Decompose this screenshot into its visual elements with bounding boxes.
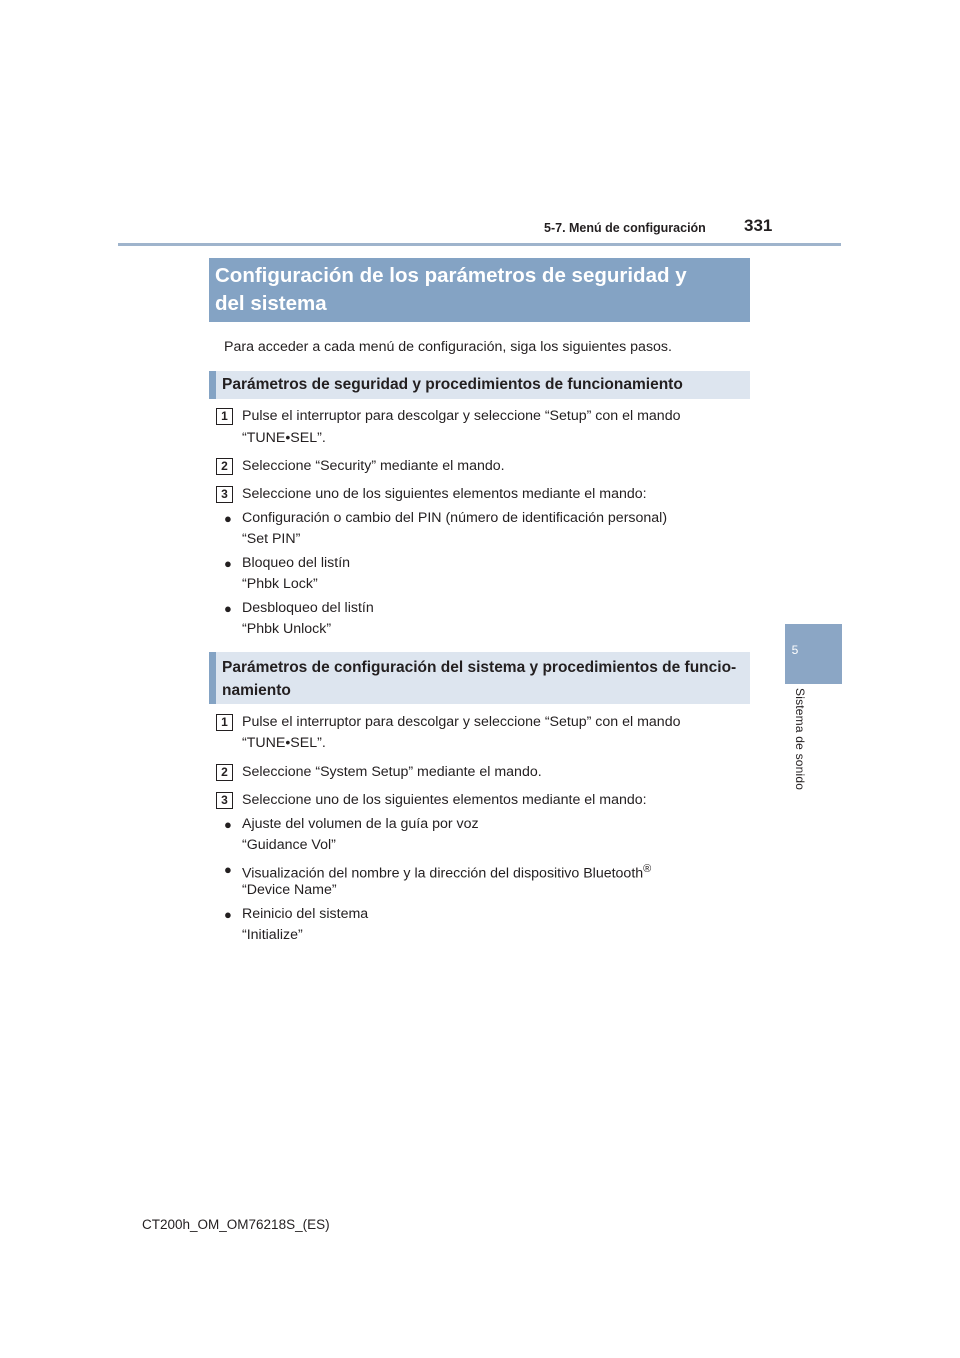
- step-text: Seleccione uno de los siguientes elementos mediante el mando:: [242, 486, 647, 502]
- system-heading-line-1: Parámetros de configuración del sistema y procedimientos de funcio-: [222, 659, 737, 676]
- bullet-icon: ●: [224, 556, 232, 571]
- section-title: [215, 262, 735, 318]
- step-number: 1: [216, 408, 233, 425]
- item-label: Reinicio del sistema: [242, 906, 369, 922]
- item-option: “Device Name”: [242, 882, 337, 898]
- step-number: 3: [216, 486, 233, 503]
- bullet-icon: ●: [224, 601, 232, 616]
- step-text: Seleccione “System Setup” mediante el mando.: [242, 764, 542, 780]
- item-option: “Initialize”: [242, 927, 303, 943]
- item-option: “Phbk Lock”: [242, 576, 318, 592]
- heading-accent-bar: [209, 371, 216, 399]
- item-option: “Guidance Vol”: [242, 837, 336, 853]
- running-header-section: 5-7. Menú de configuración: [544, 221, 706, 235]
- system-heading: [222, 656, 744, 702]
- step-text: Pulse el interruptor para descolgar y seleccione “Setup” con el mando: [242, 714, 681, 730]
- chapter-title: Sistema de sonido: [793, 688, 807, 791]
- header-divider: [118, 243, 841, 246]
- section-title-line-2: del sistema: [215, 292, 327, 315]
- item-option: “Set PIN”: [242, 531, 301, 547]
- system-heading-box: [209, 652, 750, 704]
- chapter-number: 5: [791, 643, 799, 657]
- item-label: Ajuste del volumen de la guía por voz: [242, 816, 479, 832]
- step-text-cont: “TUNE•SEL”.: [242, 430, 326, 446]
- page-number: 331: [744, 216, 773, 235]
- step-text: Pulse el interruptor para descolgar y seleccione “Setup” con el mando: [242, 408, 681, 424]
- bullet-icon: ●: [224, 511, 232, 526]
- heading-accent-bar: [209, 652, 216, 704]
- step-number: 2: [216, 764, 233, 781]
- intro-text: Para acceder a cada menú de configuración, siga los siguientes pasos.: [224, 339, 672, 355]
- security-heading-box: [209, 371, 750, 399]
- step-text: Seleccione uno de los siguientes elementos mediante el mando:: [242, 792, 647, 808]
- registered-mark: ®: [643, 863, 652, 875]
- step-number: 2: [216, 458, 233, 475]
- item-label: Desbloqueo del listín: [242, 600, 374, 616]
- section-title-line-1: Configuración de los parámetros de seguridad y: [215, 264, 687, 287]
- step-number: 1: [216, 714, 233, 731]
- item-option: “Phbk Unlock”: [242, 621, 332, 637]
- item-label: Bloqueo del listín: [242, 555, 351, 571]
- step-number: 3: [216, 792, 233, 809]
- bullet-icon: ●: [224, 817, 232, 832]
- system-heading-line-2: namiento: [222, 682, 291, 699]
- security-heading: Parámetros de seguridad y procedimientos de funcionamiento: [222, 376, 683, 393]
- step-text: Seleccione “Security” mediante el mando.: [242, 458, 505, 474]
- bullet-icon: ●: [224, 907, 232, 922]
- step-text-cont: “TUNE•SEL”.: [242, 735, 326, 751]
- item-label: Configuración o cambio del PIN (número de identificación personal): [242, 510, 668, 526]
- item-label-text: Visualización del nombre y la dirección del dispositivo Bluetooth: [242, 865, 644, 882]
- document-code: CT200h_OM_OM76218S_(ES): [142, 1217, 330, 1232]
- bullet-icon: ●: [224, 862, 232, 877]
